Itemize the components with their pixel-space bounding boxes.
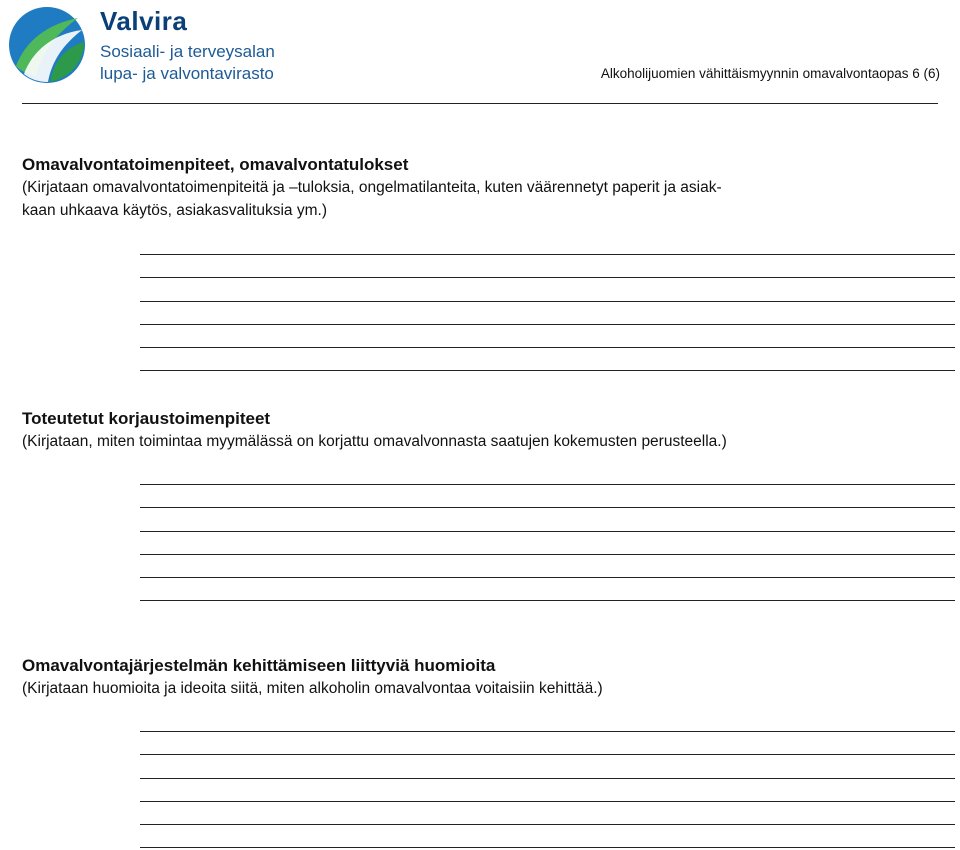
blank-writing-line[interactable] xyxy=(140,278,955,301)
logo-wordmark: Valvira xyxy=(100,6,188,36)
blank-writing-line[interactable] xyxy=(140,302,955,325)
blank-writing-line[interactable] xyxy=(140,755,955,778)
blank-writing-line[interactable] xyxy=(140,462,955,485)
blank-writing-line[interactable] xyxy=(140,732,955,755)
section-description-line: kaan uhkaava käytös, asiakasvalituksia ym.) xyxy=(22,202,327,219)
header-divider xyxy=(22,103,938,104)
section-description-line: (Kirjataan omavalvontatoimenpiteitä ja –tuloksia, ongelmatilanteita, kuten väärennetyt paperit ja asiak- xyxy=(22,179,722,196)
blank-writing-line[interactable] xyxy=(140,232,955,255)
blank-writing-line[interactable] xyxy=(140,532,955,555)
section-description-line: (Kirjataan, miten toimintaa myymälässä on korjattu omavalvonnasta saatujen kokemusten perusteella.) xyxy=(22,433,727,450)
document-title: Alkoholijuomien vähittäismyynnin omavalvontaopas 6 (6) xyxy=(600,66,940,81)
blank-writing-line[interactable] xyxy=(140,255,955,278)
section-heading: Omavalvontajärjestelmän kehittämiseen liittyviä huomioita xyxy=(22,656,496,675)
blank-writing-line[interactable] xyxy=(140,485,955,508)
blank-writing-line[interactable] xyxy=(140,802,955,825)
section-description-line: (Kirjataan huomioita ja ideoita siitä, miten alkoholin omavalvontaa voitaisiin kehittää.) xyxy=(22,680,603,697)
section-omavalvontatoimenpiteet xyxy=(22,153,952,222)
blank-writing-line[interactable] xyxy=(140,825,955,848)
valvira-logo xyxy=(6,4,306,86)
logo-subtitle-line-1: Sosiaali- ja terveysalan xyxy=(100,42,275,61)
blank-writing-line[interactable] xyxy=(140,325,955,348)
blank-writing-line[interactable] xyxy=(140,578,955,601)
writing-lines[interactable] xyxy=(140,709,955,848)
section-heading: Omavalvontatoimenpiteet, omavalvontatulokset xyxy=(22,155,409,174)
section-heading: Toteutetut korjaustoimenpiteet xyxy=(22,409,271,428)
writing-lines[interactable] xyxy=(140,462,955,601)
blank-writing-line[interactable] xyxy=(140,779,955,802)
valvira-logo-mark-icon xyxy=(6,4,88,86)
writing-lines[interactable] xyxy=(140,232,955,371)
section-kehittamishuomiot xyxy=(22,654,952,700)
blank-writing-line[interactable] xyxy=(140,709,955,732)
logo-subtitle-line-2: lupa- ja valvontavirasto xyxy=(100,64,274,83)
section-korjaustoimenpiteet xyxy=(22,407,952,453)
blank-writing-line[interactable] xyxy=(140,508,955,531)
blank-writing-line[interactable] xyxy=(140,348,955,371)
page-header xyxy=(0,0,960,100)
blank-writing-line[interactable] xyxy=(140,555,955,578)
